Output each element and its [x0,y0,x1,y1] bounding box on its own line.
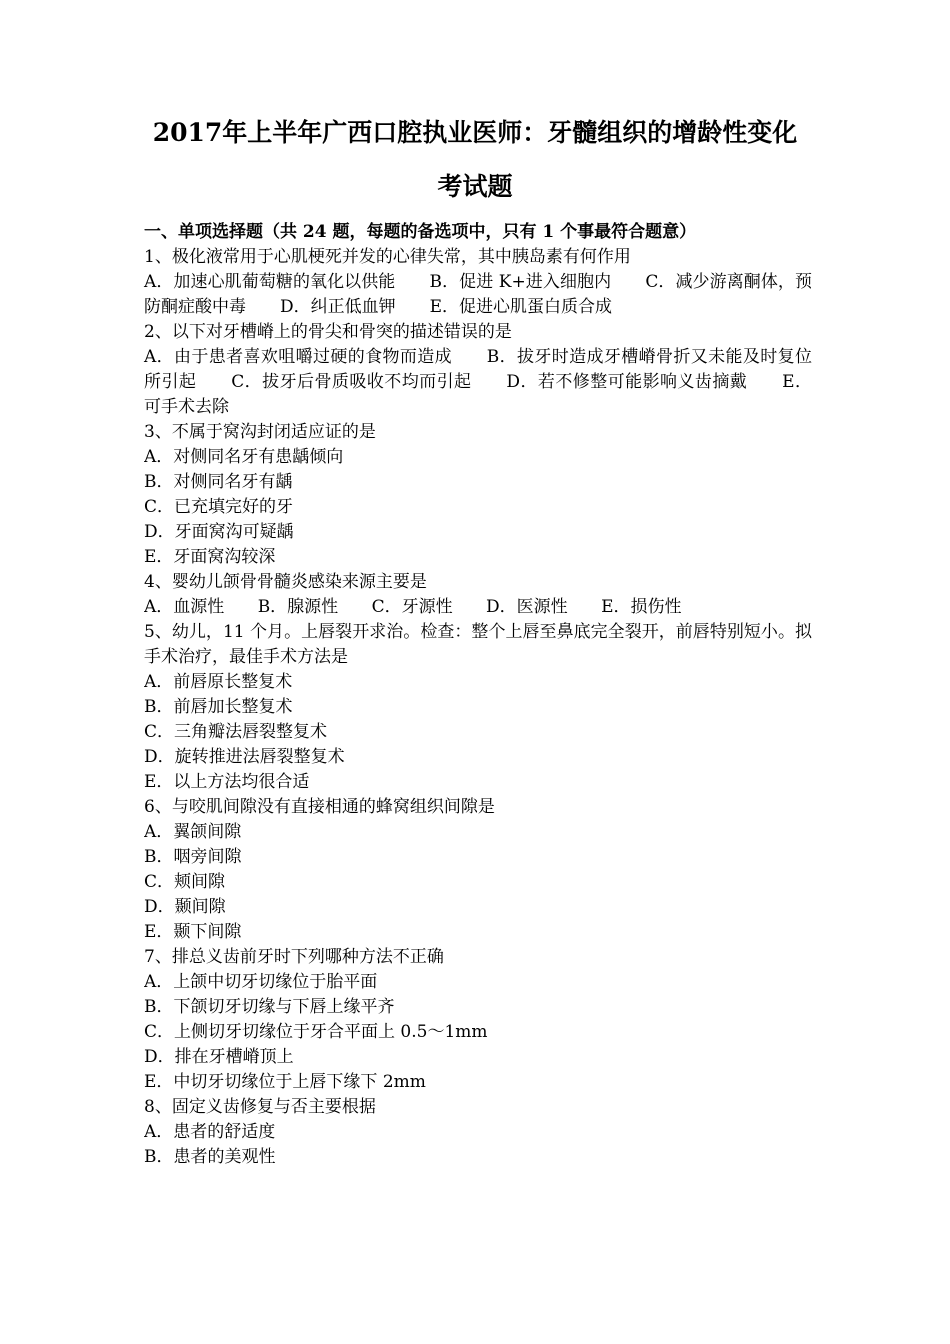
question-6-option-d: D．颞间隙 [144,897,226,917]
question-3-option-e: E．牙面窝沟较深 [144,547,276,567]
question-2-options: A．由于患者喜欢咀嚼过硬的食物而造成 B．拔牙时造成牙槽嵴骨折又未能及时复位所引起 C．拔牙后骨质吸收不均而引起 D．若不修整可能影响义齿摘戴 E．可手术去除 [144,347,812,417]
question-7-option-b: B．下颌切牙切缘与下唇上缘平齐 [144,997,395,1017]
question-5-option-a: A．前唇原长整复术 [144,672,293,692]
question-7-option-c: C．上侧切牙切缘位于牙合平面上 0.5～1mm [144,1022,488,1042]
question-5-option-b: B．前唇加长整复术 [144,697,293,717]
question-3-option-c: C．已充填完好的牙 [144,497,294,517]
question-3-stem: 3、不属于窝沟封闭适应证的是 [144,422,376,442]
question-2-stem: 2、以下对牙槽嵴上的骨尖和骨突的描述错误的是 [144,322,512,342]
question-6-option-b: B．咽旁间隙 [144,847,242,867]
question-4-option-e: E．损伤性 [601,597,682,617]
question-4-option-a: A．血源性 [144,597,225,617]
question-5-option-c: C．三角瓣法唇裂整复术 [144,722,328,742]
question-4-option-c: C．牙源性 [371,597,453,617]
question-8-option-b: B．患者的美观性 [144,1147,276,1167]
question-5-stem: 5、幼儿，11 个月。上唇裂开求治。检查：整个上唇至鼻底完全裂开，前唇特别短小。拟手术治疗，最佳手术方法是 [144,622,812,667]
question-8-stem: 8、固定义齿修复与否主要根据 [144,1097,376,1117]
question-7-option-d: D．排在牙槽嵴顶上 [144,1047,294,1067]
question-7-option-e: E．中切牙切缘位于上唇下缘下 2mm [144,1072,426,1092]
question-5-option-e: E．以上方法均很合适 [144,772,310,792]
question-4-option-b: B．腺源性 [257,597,339,617]
question-4-options [144,595,812,620]
question-3-option-a: A．对侧同名牙有患龋倾向 [144,447,344,467]
question-6-option-c: C．颊间隙 [144,872,226,892]
question-3-option-b: B．对侧同名牙有龋 [144,472,293,492]
question-5-option-d: D．旋转推进法唇裂整复术 [144,747,345,767]
question-6-option-a: A．翼颌间隙 [144,822,242,842]
question-4-option-d: D．医源性 [486,597,568,617]
question-7-option-a: A．上颌中切牙切缘位于胎平面 [144,972,378,992]
question-3-option-d: D．牙面窝沟可疑龋 [144,522,294,542]
question-1-stem: 1、极化液常用于心肌梗死并发的心律失常，其中胰岛素有何作用 [144,247,631,267]
document-body [144,220,812,1170]
question-6-stem: 6、与咬肌间隙没有直接相通的蜂窝组织间隙是 [144,797,495,817]
question-7-stem: 7、排总义齿前牙时下列哪种方法不正确 [144,947,444,967]
question-1-options: A．加速心肌葡萄糖的氧化以供能 B．促进 K+进入细胞内 C．减少游离酮体，预防酮症酸中毒 D．纠正低血钾 E．促进心肌蛋白质合成 [144,272,812,317]
question-6-option-e: E．颞下间隙 [144,922,242,942]
question-8-option-a: A．患者的舒适度 [144,1122,276,1142]
document-title-line-2: 考试题 [437,172,513,201]
section-heading: 一、单项选择题（共 24 题，每题的备选项中，只有 1 个事最符合题意） [144,222,697,242]
question-4-stem: 4、婴幼儿颌骨骨髓炎感染来源主要是 [144,572,427,592]
document-title-line-1: 2017年上半年广西口腔执业医师：牙髓组织的增龄性变化 [152,118,798,147]
